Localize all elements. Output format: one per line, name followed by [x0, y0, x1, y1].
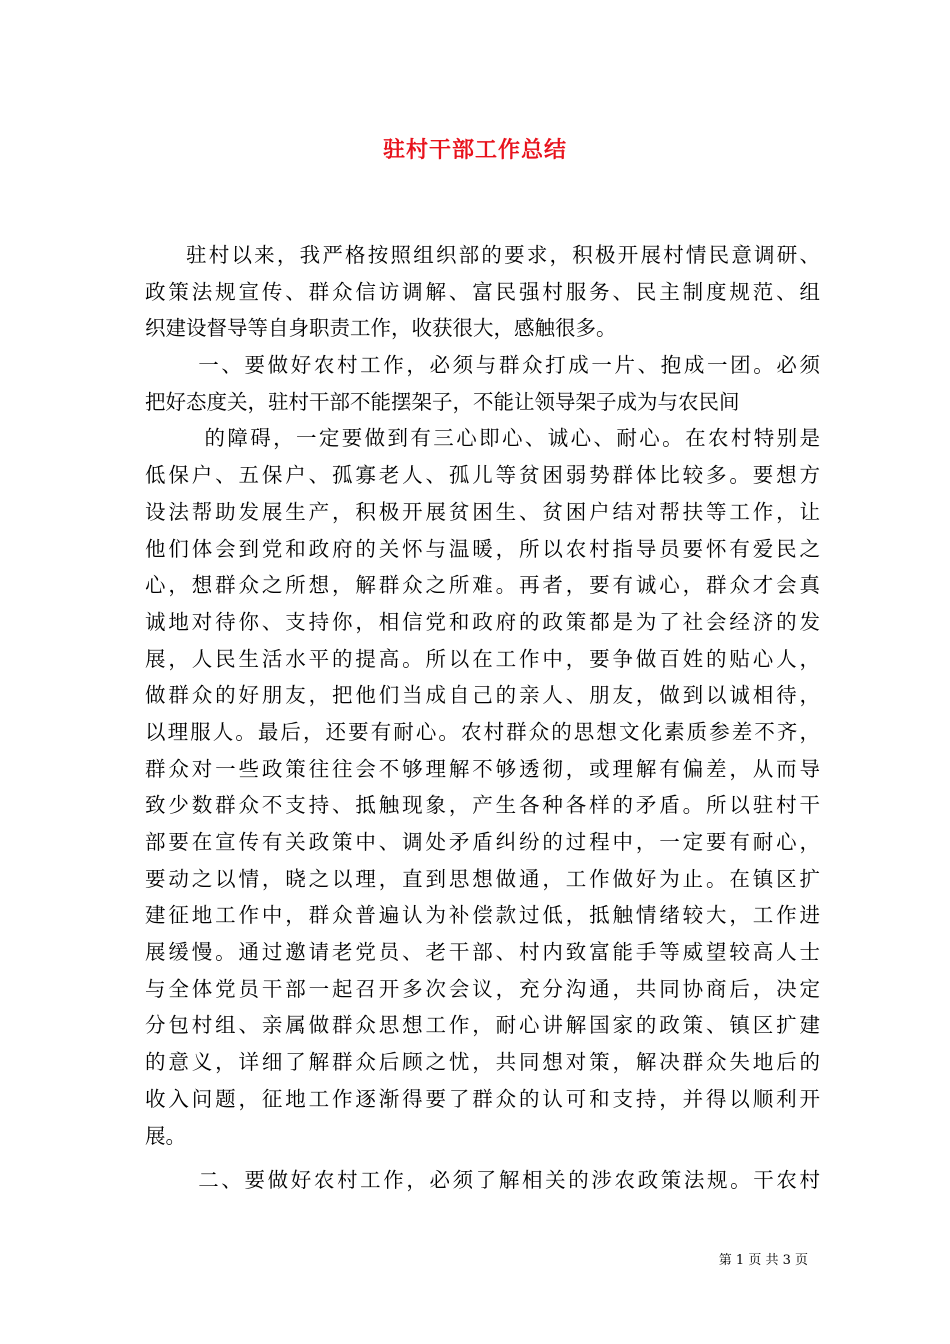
text-line: 分包村组、亲属做群众思想工作，耐心讲解国家的政策、镇区扩建: [145, 1013, 820, 1038]
text-line: 展，人民生活水平的提高。所以在工作中，要争做百姓的贴心人，: [145, 646, 820, 671]
text-line: 展。: [145, 1123, 186, 1148]
text-line: 的障碍，一定要做到有三心即心、诚心、耐心。在农村特别是: [204, 426, 820, 451]
text-line: 把好态度关，驻村干部不能摆架子，不能让领导架子成为与农民间: [145, 389, 740, 414]
text-line: 一、要做好农村工作，必须与群众打成一片、抱成一团。必须: [198, 353, 820, 378]
text-line: 群众对一些政策往往会不够理解不够透彻，或理解有偏差，从而导: [145, 756, 820, 781]
text-line: 展缓慢。通过邀请老党员、老干部、村内致富能手等威望较高人士: [145, 940, 820, 965]
text-line: 驻村以来，我严格按照组织部的要求，积极开展村情民意调研、: [186, 243, 820, 267]
text-line: 做群众的好朋友，把他们当成自己的亲人、朋友，做到以诚相待，: [145, 683, 820, 708]
text-line: 设法帮助发展生产，积极开展贫困生、贫困户结对帮扶等工作，让: [145, 499, 820, 524]
text-line: 的意义，详细了解群众后顾之忧，共同想对策，解决群众失地后的: [145, 1050, 820, 1075]
text-line: 织建设督导等自身职责工作，收获很大，感触很多。: [145, 316, 617, 341]
text-line: 诚地对待你、支持你，相信党和政府的政策都是为了社会经济的发: [145, 609, 820, 634]
text-line: 心，想群众之所想，解群众之所难。再者，要有诚心，群众才会真: [145, 573, 820, 598]
text-line: 要动之以情，晓之以理，直到思想做通，工作做好为止。在镇区扩: [145, 866, 820, 891]
text-line: 以理服人。最后，还要有耐心。农村群众的思想文化素质参差不齐，: [145, 719, 820, 744]
text-line: 低保户、五保户、孤寡老人、孤儿等贫困弱势群体比较多。要想方: [145, 463, 820, 488]
text-line: 与全体党员干部一起召开多次会议，充分沟通，共同协商后，决定: [145, 976, 820, 1001]
document-title: 驻村干部工作总结: [382, 137, 567, 163]
text-line: 二、要做好农村工作，必须了解相关的涉农政策法规。干农村: [198, 1168, 820, 1193]
text-line: 收入问题，征地工作逐渐得要了群众的认可和支持，并得以顺利开: [145, 1086, 820, 1111]
text-line: 他们体会到党和政府的关怀与温暖，所以农村指导员要怀有爱民之: [145, 536, 820, 561]
text-line: 建征地工作中，群众普遍认为补偿款过低，抵触情绪较大，工作进: [145, 903, 820, 928]
text-line: 部要在宣传有关政策中、调处矛盾纠纷的过程中，一定要有耐心，: [145, 830, 820, 854]
paragraph-gap: [145, 1154, 820, 1162]
page-number: 第 1 页 共 3 页: [718, 1253, 808, 1268]
text-line: 致少数群众不支持、抵触现象，产生各种各样的矛盾。所以驻村干: [145, 793, 820, 818]
text-line: 政策法规宣传、群众信访调解、富民强村服务、民主制度规范、组: [145, 279, 820, 304]
document-body: [145, 237, 820, 1199]
